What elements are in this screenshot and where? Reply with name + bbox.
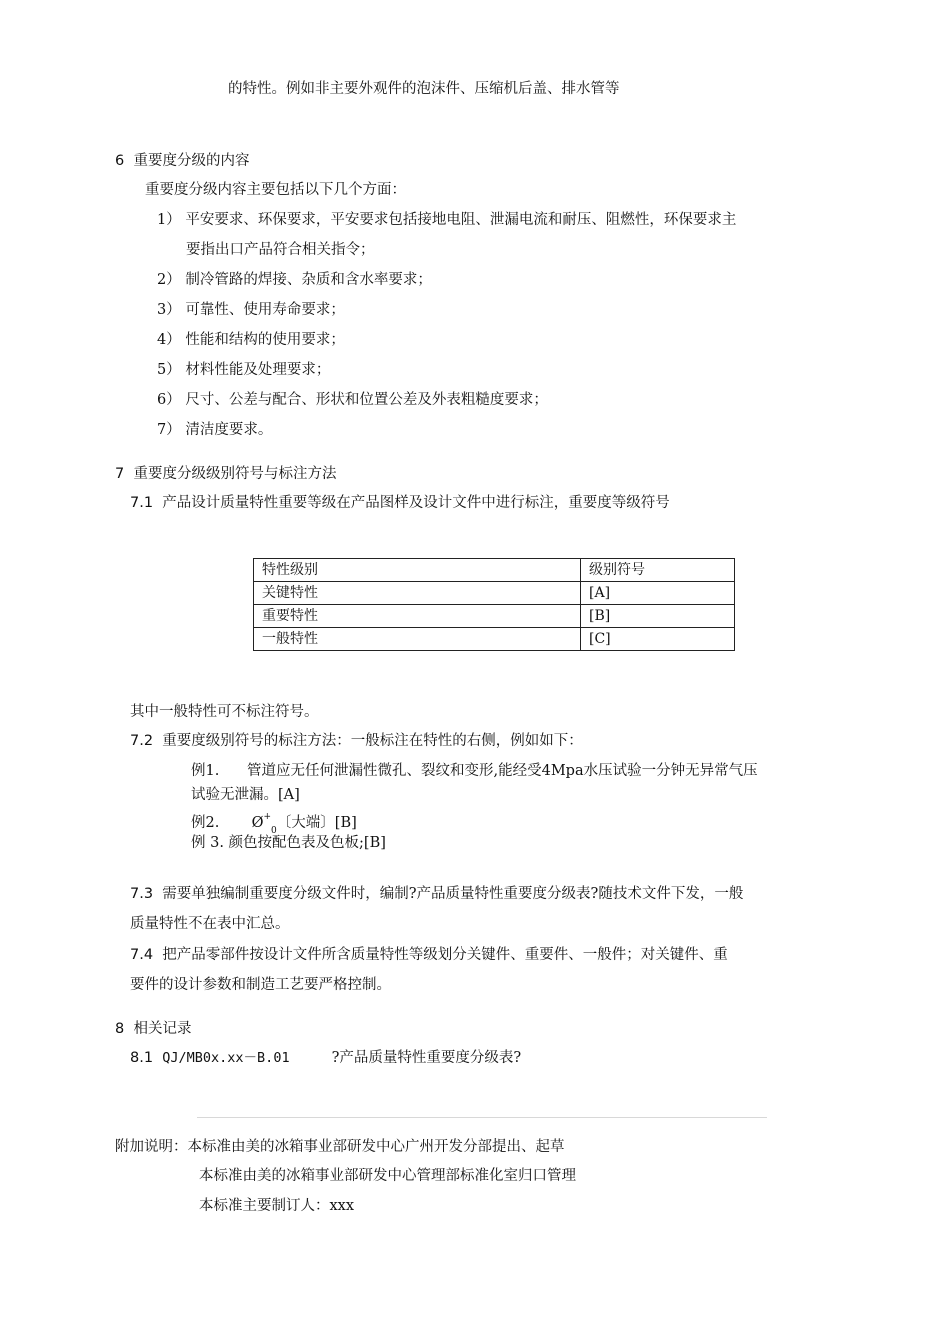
list-item-number: 3） — [157, 302, 181, 318]
footer-divider — [197, 1117, 767, 1118]
list-item — [157, 270, 432, 290]
table-row — [254, 605, 735, 628]
list-item — [157, 360, 330, 380]
table-cell: [B] — [581, 605, 735, 628]
paragraph-text: 产品设计质量特性重要等级在产品图样及设计文件中进行标注，重要度等级符号 — [162, 495, 670, 511]
footer-line-3: 本标准主要制订人：xxx — [199, 1198, 355, 1214]
section-7-number: 7 — [115, 466, 125, 482]
list-item-text: 制冷管路的焊接、杂质和含水率要求； — [185, 272, 432, 288]
footer-line-1 — [115, 1137, 565, 1157]
table-note: 其中一般特性可不标注符号。 — [130, 704, 319, 720]
list-item-number: 7） — [157, 422, 181, 438]
footer-label: 附加说明： — [115, 1139, 188, 1155]
list-item — [157, 330, 345, 350]
record-title: ?产品质量特性重要度分级表? — [331, 1050, 522, 1066]
paragraph-7-4 — [130, 945, 728, 965]
section-8-heading — [115, 1019, 191, 1039]
list-item-text: 性能和结构的使用要求； — [185, 332, 345, 348]
paragraph-7-1 — [130, 493, 670, 513]
list-item — [157, 210, 736, 230]
table-header-row — [254, 559, 735, 582]
paragraph-number: 7.2 — [130, 733, 154, 749]
list-item-number: 5） — [157, 362, 181, 378]
list-item-text: 尺寸、公差与配合、形状和位置公差及外表粗糙度要求； — [185, 392, 548, 408]
table-cell: [C] — [581, 628, 735, 651]
example-1 — [191, 761, 758, 781]
table-header-cell: 特性级别 — [254, 559, 581, 582]
example-3: 例 3. 颜色按配色表及色板;[B] — [191, 835, 386, 851]
table-row — [254, 582, 735, 605]
list-item-text: 材料性能及处理要求； — [185, 362, 331, 378]
section-8-title: 相关记录 — [133, 1021, 192, 1037]
list-item — [157, 420, 272, 440]
footer-text: 本标准由美的冰箱事业部研发中心广州开发分部提出、起草 — [187, 1139, 565, 1155]
section-6-number: 6 — [115, 153, 125, 169]
paragraph-number: 7.4 — [130, 947, 154, 963]
table-cell: 关键特性 — [254, 582, 581, 605]
paragraph-7-3-continuation: 质量特性不在表中汇总。 — [130, 916, 290, 932]
list-item-number: 4） — [157, 332, 181, 348]
example-text: 管道应无任何泄漏性微孔、裂纹和变形,能经受4Mpa水压试验一分钟无异常气压 — [247, 763, 758, 779]
paragraph-7-2 — [130, 731, 583, 751]
record-code: QJ/MB0x.xx－B.01 — [162, 1050, 290, 1066]
paragraph-7-3 — [130, 884, 743, 904]
table-cell: [A] — [581, 582, 735, 605]
table-row — [254, 628, 735, 651]
list-item — [157, 390, 548, 410]
section-6-title: 重要度分级的内容 — [133, 153, 250, 169]
intro-line: 的特性。例如非主要外观件的泡沫件、压缩机后盖、排水管等 — [228, 81, 620, 97]
table-cell: 重要特性 — [254, 605, 581, 628]
paragraph-number: 8.1 — [130, 1050, 154, 1066]
paragraph-text: 把产品零部件按设计文件所含质量特性等级划分关键件、重要件、一般件；对关键件、重 — [162, 947, 728, 963]
footer-line-2: 本标准由美的冰箱事业部研发中心管理部标准化室归口管理 — [199, 1168, 576, 1184]
list-item-text: 清洁度要求。 — [185, 422, 273, 438]
list-item — [157, 300, 345, 320]
paragraph-text: 需要单独编制重要度分级文件时，编制?产品质量特性重要度分级表?随技术文件下发，一般 — [162, 886, 744, 902]
tolerance-lower: 0 — [271, 825, 277, 836]
example-label: 例2. — [191, 814, 220, 831]
table-cell: 一般特性 — [254, 628, 581, 651]
section-8-number: 8 — [115, 1021, 125, 1037]
list-item-text: 可靠性、使用寿命要求； — [185, 302, 345, 318]
section-7-title: 重要度分级级别符号与标注方法 — [133, 466, 337, 482]
list-item-number: 1） — [157, 212, 181, 228]
list-item-number: 2） — [157, 272, 181, 288]
section-6-heading — [115, 151, 249, 171]
grade-table — [253, 558, 735, 651]
paragraph-number: 7.3 — [130, 886, 154, 902]
list-item-number: 6） — [157, 392, 181, 408]
section-6-lead: 重要度分级内容主要包括以下几个方面： — [145, 182, 406, 198]
list-item-continuation: 要指出口产品符合相关指令； — [186, 242, 375, 258]
example-label: 例1. — [191, 763, 220, 779]
paragraph-text: 重要度级别符号的标注方法：一般标注在特性的右侧，例如如下： — [162, 733, 583, 749]
example-1-continuation: 试验无泄漏。[A] — [191, 787, 300, 803]
section-7-heading — [115, 464, 336, 484]
paragraph-7-4-continuation: 要件的设计参数和制造工艺要严格控制。 — [130, 977, 391, 993]
paragraph-number: 7.1 — [130, 495, 154, 511]
table-header-cell: 级别符号 — [581, 559, 735, 582]
paragraph-8-1 — [130, 1048, 521, 1068]
diameter-symbol: Ø — [251, 814, 264, 831]
example-text: 〔大端〕[B] — [276, 814, 357, 831]
tolerance-upper: + — [263, 812, 272, 822]
list-item-text: 平安要求、环保要求，平安要求包括接地电阻、泄漏电流和耐压、阻燃性，环保要求主 — [185, 212, 737, 228]
